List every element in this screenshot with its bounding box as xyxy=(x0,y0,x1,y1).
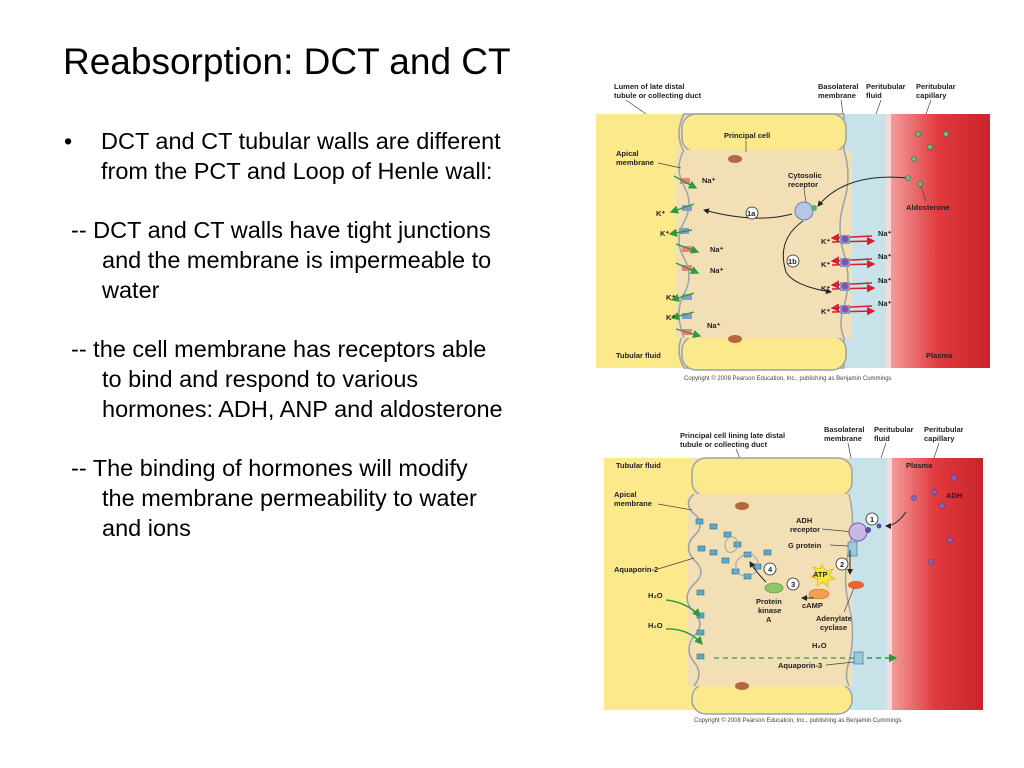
bullet-list xyxy=(64,126,504,572)
adh-receptor-line2: receptor xyxy=(790,525,821,534)
step-4-label: 4 xyxy=(768,565,773,574)
na-ion-label: Na⁺ xyxy=(878,276,892,285)
step-2-label: 2 xyxy=(840,560,845,569)
aldosterone-diagram xyxy=(596,80,990,384)
bullet-item xyxy=(64,126,504,186)
bullet-text: DCT and CT tubular walls are different from the PCT and Loop of Henle wall: xyxy=(101,128,501,184)
aquaporin-2-label: Aquaporin-2 xyxy=(614,565,659,574)
capillary-area xyxy=(886,114,990,368)
apical-label-line1: Apical xyxy=(616,149,639,158)
apical-label-line1: Apical xyxy=(614,490,637,499)
adh-receptor xyxy=(849,523,867,541)
apical-label-line2: membrane xyxy=(614,499,652,508)
bullet-item: -- the cell membrane has receptors able to bind and respond to various hormones: ADH, ANP and aldosterone xyxy=(71,336,503,422)
na-ion-label: Na⁺ xyxy=(710,266,724,275)
copyright-text: Copyright © 2008 Pearson Education, Inc., publishing as Benjamin Cummings xyxy=(684,376,892,382)
k-ion-label: K⁺ xyxy=(821,237,831,246)
h2o-label: H₂O xyxy=(648,621,663,630)
k-ion-label: K⁺ xyxy=(656,209,666,218)
lumen-label-line2: tubule or collecting duct xyxy=(614,91,702,100)
k-ion-label: K⁺ xyxy=(660,229,670,238)
atp-label: ATP xyxy=(813,570,828,579)
adh-label: ADH xyxy=(946,491,963,500)
apical-label-line2: membrane xyxy=(616,158,654,167)
step-1-label: 1 xyxy=(870,515,875,524)
plasma-label: Plasma xyxy=(906,461,933,470)
adenylate-line1: Adenylate xyxy=(816,614,852,623)
step-1a-label: 1a xyxy=(747,209,756,218)
principal-header-line2: tubule or collecting duct xyxy=(680,440,768,449)
k-ion-label: K⁺ xyxy=(666,293,676,302)
k-ion-label: K⁺ xyxy=(666,313,676,322)
capillary-label-line2: capillary xyxy=(916,91,947,100)
fluid-label-line2: fluid xyxy=(874,434,890,443)
tight-junction xyxy=(735,502,749,510)
bullet-item: -- The binding of hormones will modify the membrane permeability to water and ions xyxy=(71,455,477,541)
cytosolic-label-line2: receptor xyxy=(788,180,819,189)
k-ion-label: K⁺ xyxy=(821,307,831,316)
na-ion-label: Na⁺ xyxy=(878,299,892,308)
plasma-label: Plasma xyxy=(926,351,953,360)
h2o-label: H₂O xyxy=(648,591,663,600)
basolateral-label-line1: Basolateral xyxy=(824,425,865,434)
capillary-area xyxy=(887,458,983,710)
k-ion-label: K⁺ xyxy=(821,284,831,293)
lumen-fluid-area xyxy=(596,114,686,368)
bullet-item: -- DCT and CT walls have tight junctions and the membrane is impermeable to water xyxy=(71,217,492,303)
basolateral-label-line2: membrane xyxy=(818,91,856,100)
tubular-fluid-label: Tubular fluid xyxy=(616,351,661,360)
protein-kinase xyxy=(765,583,783,593)
h2o-label: H₂O xyxy=(812,641,827,650)
slide-title: Reabsorption: DCT and CT xyxy=(63,41,511,82)
g-protein-label: G protein xyxy=(788,541,822,550)
protein-kinase-line2: kinase xyxy=(758,606,782,615)
tight-junction xyxy=(728,335,742,343)
basolateral-label-line2: membrane xyxy=(824,434,862,443)
protein-kinase-line3: A xyxy=(766,615,772,624)
protein-kinase-line1: Protein xyxy=(756,597,782,606)
na-ion-label: Na⁺ xyxy=(878,252,892,261)
g-protein xyxy=(848,542,857,556)
step-3-label: 3 xyxy=(791,580,796,589)
aquaporin-3-label: Aquaporin-3 xyxy=(778,661,823,670)
na-ion-label: Na⁺ xyxy=(710,245,724,254)
capillary-label-line1: Peritubular xyxy=(924,425,964,434)
capillary-label-line1: Peritubular xyxy=(916,82,956,91)
tight-junction xyxy=(735,682,749,690)
camp-label: cAMP xyxy=(802,601,823,610)
adh-diagram xyxy=(596,422,990,725)
aquaporin-3-channel xyxy=(854,652,863,664)
na-ion-label: Na⁺ xyxy=(702,176,716,185)
na-ion-label: Na⁺ xyxy=(878,229,892,238)
cytosolic-label-line1: Cytosolic xyxy=(788,171,822,180)
tubular-fluid-label: Tubular fluid xyxy=(616,461,661,470)
adh-receptor-line1: ADH xyxy=(796,516,813,525)
adenylate-cyclase xyxy=(848,581,864,589)
na-ion-label: Na⁺ xyxy=(707,321,721,330)
step-1b-label: 1b xyxy=(788,257,797,266)
basolateral-label-line1: Basolateral xyxy=(818,82,859,91)
tight-junction xyxy=(728,155,742,163)
lumen-label-line1: Lumen of late distal xyxy=(614,82,685,91)
fluid-label-line1: Peritubular xyxy=(866,82,906,91)
principal-cell-label: Principal cell xyxy=(724,131,771,140)
capillary-label-line2: capillary xyxy=(924,434,955,443)
k-ion-label: K⁺ xyxy=(821,260,831,269)
aldosterone-label: Aldosterone xyxy=(906,203,950,212)
fluid-label-line2: fluid xyxy=(866,91,882,100)
fluid-label-line1: Peritubular xyxy=(874,425,914,434)
adenylate-line2: cyclase xyxy=(820,623,848,632)
bullet-marker: • xyxy=(64,128,73,154)
cytosolic-receptor xyxy=(795,202,813,220)
copyright-text: Copyright © 2008 Pearson Education, Inc., publishing as Benjamin Cummings xyxy=(694,718,902,724)
principal-header-line1: Principal cell lining late distal xyxy=(680,431,786,440)
